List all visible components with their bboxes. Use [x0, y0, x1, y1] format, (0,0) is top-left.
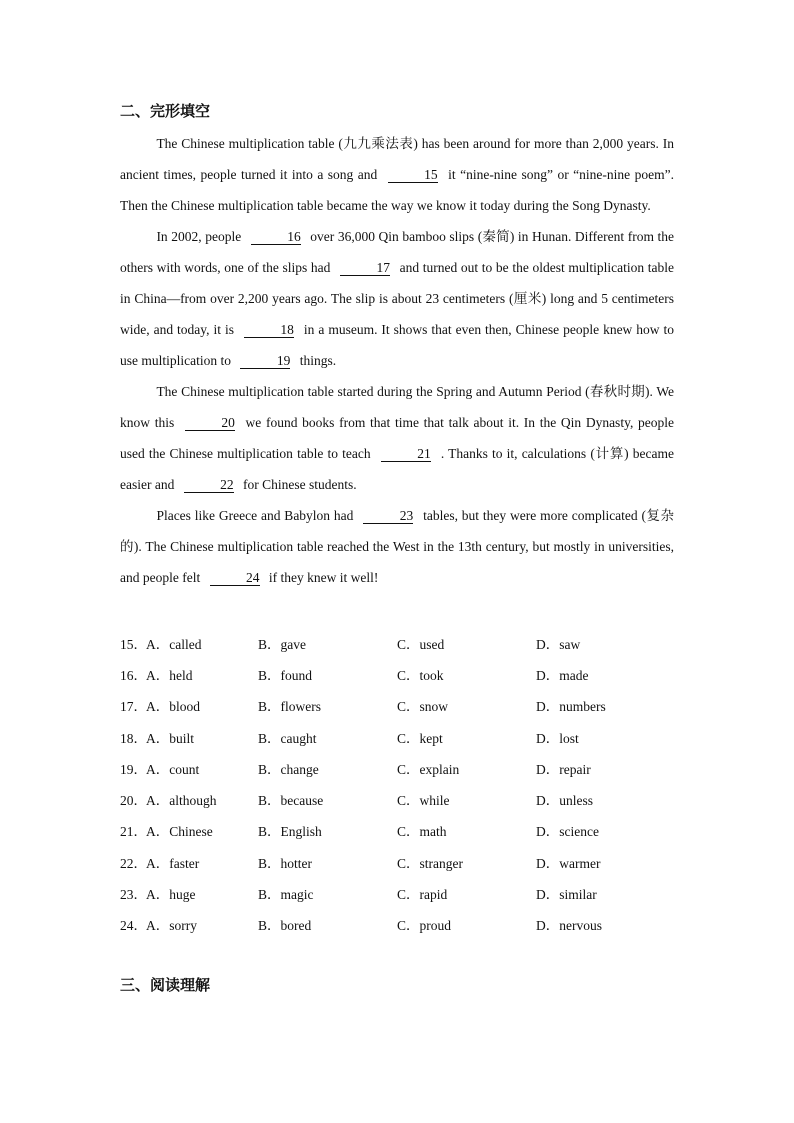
- blank-number-24: 24: [210, 570, 260, 586]
- option-b: B．flowers: [258, 699, 321, 715]
- passage-text: . Thanks to it, calculations (计算) became easier and: [120, 446, 675, 492]
- passage-text: In 2002, people: [156, 229, 245, 244]
- option-d: D．repair: [536, 761, 591, 777]
- option-a: A．huge: [146, 887, 196, 903]
- option-d: D．saw: [536, 636, 581, 652]
- question-row: [120, 690, 680, 721]
- option-b: B．gave: [258, 636, 306, 652]
- option-a: A．faster: [146, 855, 200, 871]
- passage-text: we found books from that time that talk about it. In the Qin Dynasty, people used the Chinese multiplication table to teach: [120, 415, 674, 461]
- question-row: [120, 658, 680, 689]
- option-c: C．rapid: [397, 887, 448, 903]
- passage-text: The Chinese multiplication table started during the Spring and Autumn Period (春秋时期). We know this: [120, 384, 674, 430]
- blank-number-17: 17: [340, 260, 390, 276]
- blank-number-16: 16: [251, 229, 301, 245]
- passage-text: and turned out to be the oldest multiplication table in China—from over 2,200 years ago. The slip is about 23 centimeters (厘米) long and 5 centimeters wide, and today, it is: [120, 260, 674, 337]
- question-row: [120, 846, 680, 877]
- passage-text: in a museum. It shows that even then, Chinese people knew how to use multiplication to: [120, 322, 675, 368]
- option-d: D．made: [536, 667, 589, 683]
- option-a: A．held: [146, 667, 193, 683]
- option-c: C．explain: [397, 761, 460, 777]
- option-b: B．hotter: [258, 855, 312, 871]
- blank-number-18: 18: [244, 322, 294, 338]
- question-number: 19．: [120, 761, 147, 777]
- blank-number-21: 21: [381, 446, 431, 462]
- option-b: B．because: [258, 793, 324, 809]
- passage-text: Places like Greece and Babylon had: [156, 508, 358, 523]
- option-d: D．numbers: [536, 699, 606, 715]
- option-d: D．science: [536, 824, 599, 840]
- passage-paragraph: [120, 128, 674, 221]
- passage-text: over 36,000 Qin bamboo slips (秦简) in Hunan. Different from the others with words, one of the slips had: [120, 229, 675, 275]
- option-b: B．bored: [258, 918, 312, 934]
- option-d: D．warmer: [536, 855, 601, 871]
- question-number: 22．: [120, 855, 147, 871]
- cloze-passage: [120, 128, 674, 593]
- section-title-cloze: 二、完形填空: [120, 102, 211, 120]
- question-row: [120, 721, 680, 752]
- option-c: C．snow: [397, 699, 449, 715]
- passage-paragraph: [120, 500, 674, 593]
- passage-paragraph: [120, 376, 674, 500]
- option-b: B．English: [258, 824, 322, 840]
- option-c: C．took: [397, 667, 444, 683]
- question-number: 21．: [120, 824, 147, 840]
- blank-number-23: 23: [363, 508, 413, 524]
- option-c: C．used: [397, 636, 445, 652]
- option-d: D．nervous: [536, 918, 602, 934]
- option-a: A．blood: [146, 699, 200, 715]
- question-number: 15．: [120, 636, 147, 652]
- option-b: B．found: [258, 667, 312, 683]
- passage-text: it “nine-nine song” or “nine-nine poem”. Then the Chinese multiplication table became the way we know it today during the Song Dynasty.: [120, 167, 674, 213]
- option-a: A．sorry: [146, 918, 197, 934]
- option-c: C．kept: [397, 730, 443, 746]
- passage-text: things.: [296, 353, 337, 368]
- question-number: 20．: [120, 793, 147, 809]
- option-a: A．count: [146, 761, 200, 777]
- question-number: 16．: [120, 667, 147, 683]
- passage-text: The Chinese multiplication table (九九乘法表) has been around for more than 2,000 years. In ancient times, people turned it into a song and: [120, 136, 674, 182]
- option-b: B．magic: [258, 887, 314, 903]
- question-row: [120, 877, 680, 908]
- option-a: A．although: [146, 793, 217, 809]
- option-c: C．while: [397, 793, 450, 809]
- option-d: D．unless: [536, 793, 593, 809]
- question-number: 17．: [120, 699, 147, 715]
- blank-number-19: 19: [240, 353, 290, 369]
- question-row: [120, 909, 680, 940]
- question-row: [120, 752, 680, 783]
- option-c: C．stranger: [397, 855, 463, 871]
- question-row: [120, 783, 680, 814]
- passage-text: if they knew it well!: [265, 570, 379, 585]
- question-number: 23．: [120, 887, 147, 903]
- question-row: [120, 815, 680, 846]
- option-a: A．built: [146, 730, 195, 746]
- option-c: C．math: [397, 824, 447, 840]
- option-b: B．change: [258, 761, 319, 777]
- option-a: A．called: [146, 636, 202, 652]
- option-c: C．proud: [397, 918, 451, 934]
- section-title-reading: 三、阅读理解: [120, 976, 211, 994]
- blank-number-20: 20: [185, 415, 235, 431]
- question-number: 18．: [120, 730, 147, 746]
- passage-text: for Chinese students.: [239, 477, 357, 492]
- passage-text: tables, but they were more complicated (复杂的). The Chinese multiplication table reached the West in the 13th century, but mostly in universities, and people felt: [120, 508, 674, 585]
- option-d: D．similar: [536, 887, 597, 903]
- option-d: D．lost: [536, 730, 579, 746]
- option-b: B．caught: [258, 730, 317, 746]
- question-number: 24．: [120, 918, 147, 934]
- question-row: [120, 627, 680, 658]
- option-a: A．Chinese: [146, 824, 213, 840]
- passage-paragraph: [120, 221, 674, 376]
- blank-number-22: 22: [184, 477, 234, 493]
- blank-number-15: 15: [388, 167, 438, 183]
- question-options-list: [120, 627, 680, 940]
